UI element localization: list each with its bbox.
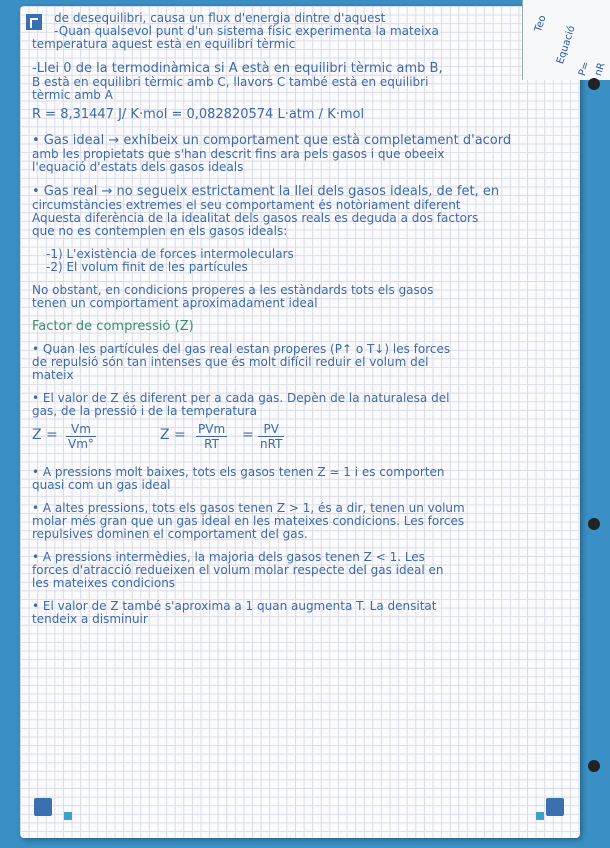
- note-line: -Quan qualsevol punt d'un sistema físic experimenta la mateixa: [54, 25, 439, 38]
- footer-square-icon: [536, 812, 544, 820]
- tab-label: Equació: [555, 24, 578, 66]
- tab-label: nR: [593, 61, 608, 78]
- list-item: -2) El volum finit de les partícules: [46, 261, 248, 274]
- fraction: [258, 422, 284, 451]
- compression-factor-equations: [32, 422, 564, 456]
- note-line: • El valor de Z és diferent per a cada gas. Depèn de la naturalesa del: [32, 392, 450, 405]
- note-line: • A pressions molt baixes, tots els gasos tenen Z ≃ 1 i es comporten: [32, 466, 445, 479]
- notebook-footer-logo-icon: [546, 798, 564, 816]
- note-line: • Gas real → no segueix estrictament la llei dels gasos ideals, de fet, en: [32, 184, 500, 199]
- note-line: temperatura aquest està en equilibri tèrmic: [32, 38, 296, 51]
- equation-label: Z =: [160, 427, 186, 443]
- list-item: -1) L'existència de forces intermoleculars: [46, 248, 294, 261]
- note-line: tendeix a disminuir: [32, 613, 148, 626]
- handwritten-notes: [32, 12, 564, 626]
- note-line: • Quan les partícules del gas real estan properes (P↑ o T↓) les forces: [32, 343, 451, 356]
- note-line: No obstant, en condicions properes a les estàndards tots els gasos: [32, 284, 434, 297]
- note-line: amb les propietats que s'han descrit fins ara pels gasos i que obeeix: [32, 148, 445, 161]
- note-line: • A altes pressions, tots els gasos tenen Z > 1, és a dir, tenen un volum: [32, 502, 465, 515]
- note-line: repulsives dominen el comportament del gas.: [32, 528, 308, 541]
- note-line: de repulsió són tan intenses que és molt difícil reduir el volum del: [32, 356, 429, 369]
- notebook-footer-logo-icon: [34, 798, 52, 816]
- note-line: l'equació d'estats dels gasos ideals: [32, 161, 244, 174]
- note-line: -Llei 0 de la termodinàmica si A està en equilibri tèrmic amb B,: [32, 61, 443, 76]
- note-line: mateix: [32, 369, 74, 382]
- numerator: PVm: [198, 422, 226, 436]
- note-line: forces d'atracció redueixen el volum molar respecte del gas ideal en: [32, 564, 444, 577]
- binder-hole: [588, 518, 600, 530]
- note-line: molar més gran que un gas ideal en les mateixes condicions. Les forces: [32, 515, 465, 528]
- footer-square-icon: [64, 812, 72, 820]
- note-line: tenen un comportament aproximadament ideal: [32, 297, 318, 310]
- tab-label: P=: [577, 60, 592, 78]
- binder-hole: [588, 78, 600, 90]
- note-line: de desequilibri, causa un flux d'energia dintre d'aquest: [54, 12, 386, 25]
- gas-constant-formula: R = 8,31447 J/ K·mol = 0,082820574 L·atm / K·mol: [32, 107, 365, 122]
- denominator: RT: [204, 437, 219, 451]
- note-line: les mateixes condicions: [32, 577, 176, 590]
- divider-tab: [522, 0, 610, 80]
- note-line: gas, de la pressió i de la temperatura: [32, 405, 257, 418]
- note-line: que no es contemplen en els gasos ideals:: [32, 225, 288, 238]
- note-line: B està en equilibri tèrmic amb C, llavors C també està en equilibri: [32, 76, 429, 89]
- note-line: circumstàncies extremes el seu comportament és notòriament diferent: [32, 199, 461, 212]
- numerator: PV: [258, 422, 284, 437]
- denominator: Vm°: [68, 437, 94, 451]
- binder-hole: [588, 760, 600, 772]
- denominator: nRT: [260, 437, 283, 451]
- note-line: tèrmic amb A: [32, 89, 113, 102]
- note-line: quasi com un gas ideal: [32, 479, 171, 492]
- note-line: • A pressions intermèdies, la majoria dels gasos tenen Z < 1. Les: [32, 551, 425, 564]
- note-line: • El valor de Z també s'aproxima a 1 quan augmenta T. La densitat: [32, 600, 437, 613]
- numerator: Vm: [66, 422, 96, 437]
- section-heading: Factor de compressió (Z): [32, 320, 194, 333]
- tab-label: Teo: [533, 14, 549, 34]
- equals-sign: =: [242, 427, 254, 443]
- notebook-page: [20, 6, 580, 838]
- note-line: • Gas ideal → exhibeix un comportament que està completament d'acord: [32, 133, 512, 148]
- fraction: [66, 422, 96, 451]
- fraction: [196, 422, 227, 451]
- equation-label: Z =: [32, 427, 58, 443]
- note-line: Aquesta diferència de la idealitat dels gasos reals es deguda a dos factors: [32, 212, 479, 225]
